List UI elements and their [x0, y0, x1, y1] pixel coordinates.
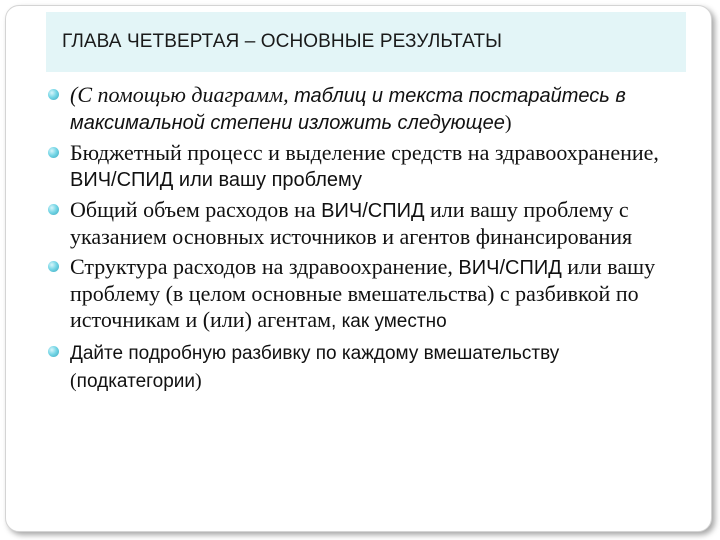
bullet-text: (С помощью диаграмм, — [70, 82, 295, 107]
bullet-text: ) — [195, 370, 202, 392]
bullet-item-4 — [46, 254, 686, 335]
bullet-text: таблиц и текста постарайтесь в максимальной степени изложить следующее — [70, 85, 626, 134]
title-bar — [46, 12, 686, 72]
bullet-marker-icon — [48, 89, 59, 100]
bullet-item-5 — [46, 339, 686, 395]
bullet-text: ВИЧ/СПИД или вашу проблему — [70, 169, 362, 191]
bullet-text: Общий объем расходов на — [70, 197, 322, 222]
bullet-list — [46, 82, 686, 399]
bullet-text: ВИЧ/СПИД — [458, 257, 562, 279]
bullet-item-3 — [46, 197, 686, 250]
bullet-marker-icon — [48, 346, 59, 357]
bullet-text: ( — [70, 370, 77, 392]
bullet-marker-icon — [48, 204, 59, 215]
bullet-text: или вашу проблему с указанием основных источников и агентов финансирования — [70, 197, 633, 249]
bullet-text: ) — [504, 112, 512, 134]
bullet-text: Структура расходов на здравоохранение, — [70, 254, 459, 279]
bullet-item-2 — [46, 140, 686, 193]
slide-title: ГЛАВА ЧЕТВЕРТАЯ – ОСНОВНЫЕ РЕЗУЛЬТАТЫ — [62, 31, 503, 52]
bullet-text: или вашу проблему (в целом основные вмешательства) с разбивкой по источникам и (или) агентам — [70, 254, 656, 332]
bullet-text: Дайте подробную разбивку по каждому вмешательству — [70, 343, 560, 364]
bullet-marker-icon — [48, 261, 59, 272]
bullet-item-1 — [46, 82, 686, 136]
bullet-text: Бюджетный процесс и выделение средств на здравоохранение, — [70, 140, 659, 165]
bullet-text: , как уместно — [331, 311, 447, 332]
bullet-text: подкатегории — [76, 371, 196, 392]
bullet-marker-icon — [48, 147, 59, 158]
bullet-text: ВИЧ/СПИД — [321, 200, 425, 222]
